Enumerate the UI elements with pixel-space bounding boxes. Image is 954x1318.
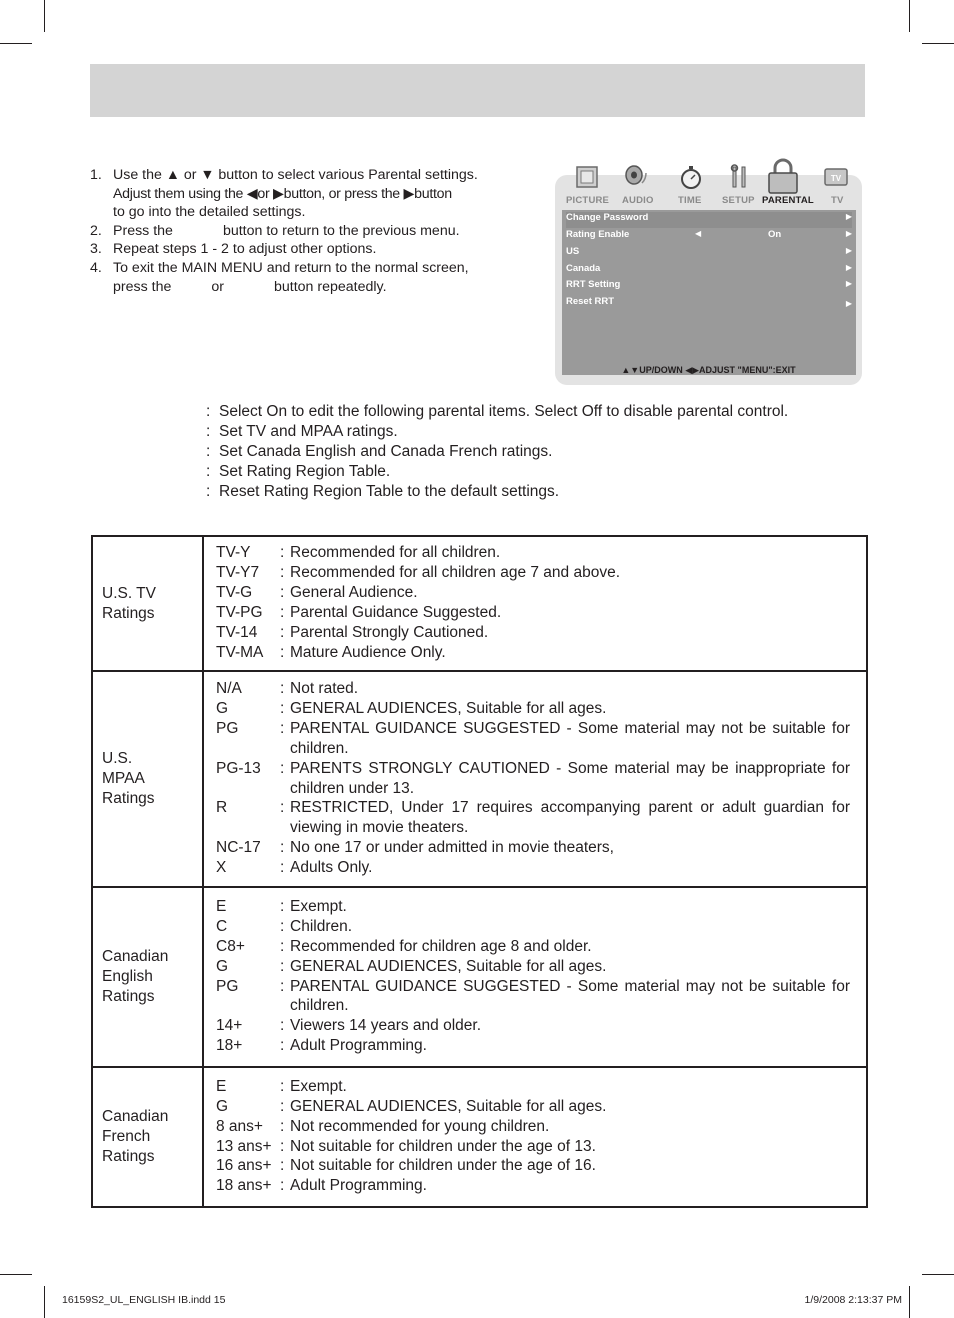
rating-code: C <box>216 917 228 935</box>
rating-code: 16 ans+ <box>216 1157 272 1175</box>
step-number: 3. <box>90 241 102 258</box>
rating-row <box>216 563 850 583</box>
osd-item-reset-rrt <box>566 296 852 312</box>
rating-description: RESTRICTED, Under 17 requires accompanying parent or adult guardian for viewing in movie theaters. <box>290 799 850 837</box>
instruction-steps <box>90 166 510 296</box>
rating-separator: : <box>280 937 285 955</box>
rating-category <box>92 536 203 671</box>
rating-code: X <box>216 859 227 877</box>
rating-row <box>216 977 850 1017</box>
step-number: 1. <box>90 167 102 183</box>
osd-item-rrt-setting <box>566 279 852 295</box>
desc-line: : Select On to edit the following parental items. Select Off to disable parental control. <box>206 403 789 420</box>
rating-row <box>216 838 850 858</box>
desc-line: : Set Rating Region Table. <box>206 462 391 480</box>
rating-list <box>203 671 867 887</box>
rating-code: 18+ <box>216 1037 243 1055</box>
rating-row <box>216 1036 850 1056</box>
rating-row <box>216 1137 850 1157</box>
rating-category-line: Ratings <box>102 604 155 622</box>
rating-description: Exempt. <box>290 1077 347 1095</box>
rating-separator: : <box>280 679 285 697</box>
speaker-icon <box>622 163 650 191</box>
tab-audio: AUDIO <box>622 195 654 206</box>
rating-description: PARENTS STRONGLY CAUTIONED - Some material may be inappropriate for children under 13. <box>290 759 850 797</box>
crop-mark <box>909 0 910 32</box>
rating-description: Adult Programming. <box>290 1037 427 1055</box>
rating-code: G <box>216 957 229 975</box>
rating-row <box>216 1016 850 1036</box>
osd-item-change-password <box>566 212 852 228</box>
desc-text: Select On to edit the following parental items. Select Off to disable parental control. <box>219 403 789 420</box>
rating-description: Recommended for all children age 7 and above. <box>290 564 621 582</box>
rating-description: Parental Strongly Cautioned. <box>290 623 489 641</box>
rating-row <box>216 1176 850 1196</box>
tv-icon <box>822 163 850 191</box>
rating-row <box>216 759 850 799</box>
rating-category-line: English <box>102 968 153 985</box>
rating-category-line: Ratings <box>102 790 155 807</box>
stopwatch-icon <box>677 163 705 191</box>
rating-code: PG-13 <box>216 759 261 777</box>
rating-separator: : <box>280 584 285 602</box>
rating-row <box>216 623 850 643</box>
rating-group <box>92 1067 867 1207</box>
rating-code: TV-Y <box>216 544 251 562</box>
rating-separator: : <box>280 643 285 661</box>
rating-code: G <box>216 699 229 717</box>
osd-item-rating-enable <box>566 229 852 245</box>
rating-separator: : <box>280 544 285 562</box>
rating-code: N/A <box>216 679 242 697</box>
rating-row <box>216 937 850 957</box>
rating-row <box>216 719 850 759</box>
rating-row <box>216 957 850 977</box>
rating-separator: : <box>280 1097 285 1115</box>
rating-description: Exempt. <box>290 897 347 915</box>
rating-code: NC-17 <box>216 839 261 857</box>
desc-text: Set Rating Region Table. <box>219 462 391 480</box>
footer-file-info: 16159S2_UL_ENGLISH IB.indd 15 <box>62 1294 226 1306</box>
rating-code: R <box>216 799 228 817</box>
svg-text:TV: TV <box>830 174 842 183</box>
tab-tv: TV <box>831 195 844 206</box>
rating-category-line: U.S. TV <box>102 584 156 602</box>
rating-row <box>216 1097 850 1117</box>
footer-timestamp: 1/9/2008 2:13:37 PM <box>804 1294 902 1306</box>
osd-key-hints: ▲▼UP/DOWN ◀▶ADJUST "MENU":EXIT <box>621 365 796 375</box>
rating-code: C8+ <box>216 937 245 955</box>
rating-category-line: French <box>102 1128 151 1145</box>
step-text: press the <box>113 278 172 295</box>
rating-description: GENERAL AUDIENCES, Suitable for all ages. <box>290 699 607 717</box>
rating-separator: : <box>280 759 285 777</box>
rating-separator: : <box>280 1177 285 1195</box>
rating-description: Not recommended for young children. <box>290 1117 550 1135</box>
rating-code: G <box>216 1097 229 1115</box>
rating-separator: : <box>280 1077 285 1095</box>
arrow-left-icon: ◀ <box>695 229 702 238</box>
rating-separator: : <box>280 699 285 717</box>
rating-separator: : <box>280 1017 285 1035</box>
rating-row <box>216 1117 850 1137</box>
rating-row <box>216 679 850 699</box>
osd-item-label: RRT Setting <box>566 279 621 290</box>
rating-description: Recommended for children age 8 and older. <box>290 937 592 955</box>
rating-separator: : <box>280 799 285 817</box>
rating-row <box>216 897 850 917</box>
parental-item-descriptions <box>206 402 788 502</box>
rating-description: Adults Only. <box>290 859 373 877</box>
step-1 <box>90 166 510 222</box>
rating-description: Recommended for all children. <box>290 544 501 562</box>
crop-mark <box>0 1274 32 1275</box>
rating-row <box>216 1077 850 1097</box>
rating-description: PARENTAL GUIDANCE SUGGESTED - Some material may not be suitable for children. <box>290 977 850 1015</box>
rating-separator: : <box>280 719 285 737</box>
rating-category-line: Canadian <box>102 1108 169 1125</box>
arrow-right-icon: ▶ <box>845 263 852 272</box>
crop-mark <box>0 43 32 44</box>
arrow-right-icon: ▶ <box>845 279 852 288</box>
rating-separator: : <box>280 917 285 935</box>
rating-separator: : <box>280 623 285 641</box>
rating-separator: : <box>280 1117 285 1135</box>
arrow-right-icon: ▶ <box>845 212 852 221</box>
tools-icon <box>725 163 753 191</box>
desc-line: : Set Canada English and Canada French ratings. <box>206 442 553 460</box>
rating-row <box>216 583 850 603</box>
step-text: To exit the MAIN MENU and return to the normal screen, <box>113 259 469 276</box>
rating-code: 13 ans+ <box>216 1137 272 1155</box>
rating-group <box>92 887 867 1067</box>
rating-code: 14+ <box>216 1017 243 1035</box>
rating-row <box>216 643 850 663</box>
rating-category <box>92 1067 203 1207</box>
step-2 <box>90 222 510 241</box>
tab-picture: PICTURE <box>566 195 610 206</box>
step-text: Repeat steps 1 - 2 to adjust other options. <box>113 241 377 258</box>
step-text: Press the <box>113 222 173 239</box>
tab-setup: SETUP <box>722 195 755 206</box>
rating-code: 18 ans+ <box>216 1177 272 1195</box>
rating-code: TV-14 <box>216 623 258 641</box>
rating-code: 8 ans+ <box>216 1117 263 1135</box>
step-4 <box>90 259 510 296</box>
desc-text: Reset Rating Region Table to the default settings. <box>219 482 560 500</box>
tab-parental: PARENTAL <box>762 195 814 206</box>
desc-line: : Set TV and MPAA ratings. <box>206 422 398 440</box>
rating-separator: : <box>280 897 285 915</box>
desc-text: Set Canada English and Canada French ratings. <box>219 442 553 460</box>
rating-code: PG <box>216 719 239 737</box>
lock-icon <box>766 158 800 194</box>
rating-category-line: U.S. <box>102 750 133 767</box>
rating-separator: : <box>280 1137 285 1155</box>
rating-group <box>92 671 867 887</box>
rating-row <box>216 917 850 937</box>
rating-description: Viewers 14 years and older. <box>290 1017 481 1035</box>
osd-item-us <box>566 246 852 262</box>
step-text: to go into the detailed settings. <box>113 204 306 221</box>
rating-description: Not rated. <box>290 679 359 697</box>
rating-list <box>203 536 867 671</box>
rating-row <box>216 699 850 719</box>
osd-item-label: Reset RRT <box>566 296 615 307</box>
rating-separator: : <box>280 1037 285 1055</box>
osd-item-label: Change Password <box>566 212 649 223</box>
ratings-table <box>91 535 868 1208</box>
step-3 <box>90 240 510 259</box>
desc-line: : Reset Rating Region Table to the default settings. <box>206 482 560 500</box>
crop-mark <box>44 0 45 32</box>
rating-description: PARENTAL GUIDANCE SUGGESTED - Some material may not be suitable for children. <box>290 719 850 757</box>
osd-item-value: On <box>768 229 782 240</box>
rating-category-line: Ratings <box>102 988 155 1005</box>
step-text: button to return to the previous menu. <box>222 222 460 239</box>
rating-category-line: Ratings <box>102 1148 155 1165</box>
rating-row <box>216 543 850 563</box>
rating-code: PG <box>216 977 239 995</box>
step-text: Use the ▲ or ▼ button to select various Parental settings. <box>113 167 478 183</box>
rating-code: TV-PG <box>216 604 263 621</box>
desc-text: Set TV and MPAA ratings. <box>219 422 398 440</box>
rating-separator: : <box>280 839 285 857</box>
rating-description: General Audience. <box>290 584 418 602</box>
osd-tab-bar <box>555 158 862 210</box>
step-text: button repeatedly. <box>273 278 387 295</box>
rating-category-line: Canadian <box>102 948 169 965</box>
rating-code: TV-MA <box>216 643 264 661</box>
rating-description: Not suitable for children under the age of 16. <box>290 1157 596 1175</box>
rating-row <box>216 1156 850 1176</box>
tab-time: TIME <box>678 195 702 206</box>
crop-mark <box>44 1286 45 1318</box>
rating-separator: : <box>280 859 285 877</box>
rating-separator: : <box>280 604 285 621</box>
rating-category <box>92 887 203 1067</box>
rating-list <box>203 1067 867 1207</box>
rating-code: E <box>216 897 227 915</box>
osd-item-label: US <box>566 246 580 257</box>
osd-item-label: Canada <box>566 263 601 274</box>
rating-separator: : <box>280 1157 285 1175</box>
rating-description: Parental Guidance Suggested. <box>290 604 502 621</box>
rating-row <box>216 858 850 878</box>
osd-parental-menu <box>555 158 862 385</box>
rating-code: TV-G <box>216 584 253 602</box>
step-text: or <box>211 278 224 295</box>
rating-code: TV-Y7 <box>216 564 260 582</box>
rating-description: Not suitable for children under the age of 13. <box>290 1137 596 1155</box>
rating-separator: : <box>280 564 285 582</box>
rating-category <box>92 671 203 887</box>
osd-item-label: Rating Enable <box>566 229 630 240</box>
header-bar <box>90 64 865 117</box>
rating-group <box>92 536 867 671</box>
crop-mark <box>922 1274 954 1275</box>
rating-description: Mature Audience Only. <box>290 643 446 661</box>
rating-code: E <box>216 1077 227 1095</box>
crop-mark <box>909 1286 910 1318</box>
rating-category-line: MPAA <box>102 770 145 787</box>
rating-list <box>203 887 867 1067</box>
rating-description: GENERAL AUDIENCES, Suitable for all ages. <box>290 957 607 975</box>
rating-row <box>216 603 850 623</box>
arrow-right-icon: ▶ <box>845 299 852 308</box>
osd-item-canada <box>566 263 852 279</box>
rating-description: GENERAL AUDIENCES, Suitable for all ages. <box>290 1097 607 1115</box>
rating-separator: : <box>280 957 285 975</box>
picture-icon <box>573 163 601 191</box>
step-number: 2. <box>90 222 102 239</box>
crop-mark <box>922 43 954 44</box>
osd-screen <box>562 210 856 375</box>
step-number: 4. <box>90 259 102 276</box>
rating-description: Children. <box>290 917 353 935</box>
step-text: Adjust them using the ◀or ▶button, or press the ▶button <box>113 185 452 202</box>
rating-description: Adult Programming. <box>290 1177 427 1195</box>
rating-description: No one 17 or under admitted in movie theaters, <box>290 839 614 857</box>
rating-row <box>216 798 850 838</box>
arrow-right-icon: ▶ <box>845 229 852 238</box>
rating-separator: : <box>280 977 285 995</box>
arrow-right-icon: ▶ <box>845 246 852 255</box>
